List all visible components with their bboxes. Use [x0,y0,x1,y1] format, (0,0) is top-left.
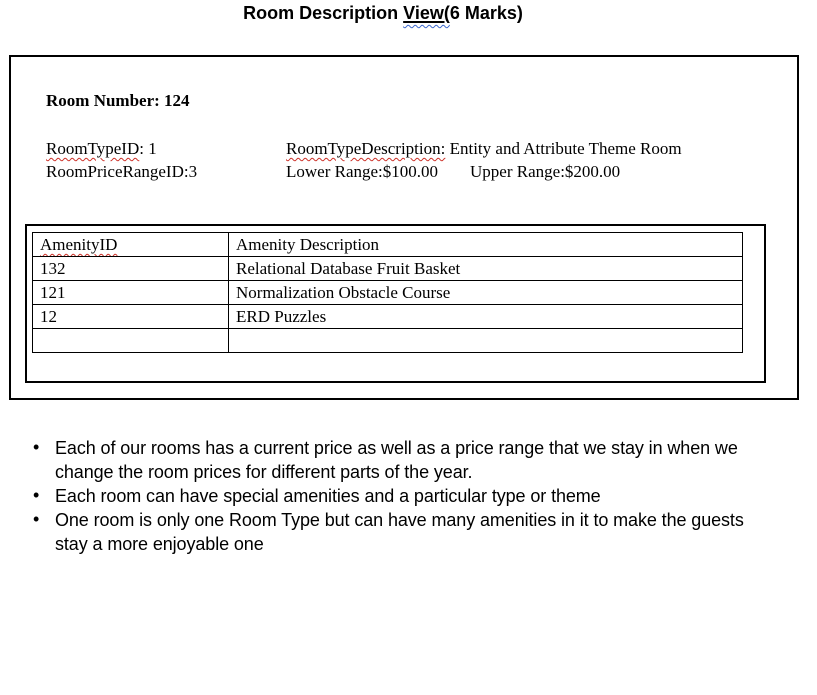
amenity-table [32,232,743,353]
header-amenity-id-text: AmenityID [40,235,118,254]
amenity-table-header-row [33,233,743,257]
amenity-description-cell: Normalization Obstacle Course [229,281,743,305]
room-fields-right-column [286,137,682,183]
room-type-id-value: : 1 [139,139,157,158]
note-text: Each room can have special amenities and a particular type or theme [55,486,601,506]
amenity-id-cell: 12 [33,305,229,329]
amenity-description-cell: Relational Database Fruit Basket [229,257,743,281]
table-row [33,257,743,281]
table-row-empty [33,329,743,353]
grammar-squiggle-word: View( [403,3,450,23]
bullet-icon: • [33,485,40,505]
room-number-heading: Room Number: 124 [46,91,190,110]
upper-range-text: Upper Range:$200.00 [470,162,621,181]
title-prefix: Room Description [243,3,404,23]
amenity-description-cell [229,329,743,353]
title-suffix: 6 Marks) [449,3,523,23]
amenity-table-box [25,224,766,383]
bullet-icon: • [33,437,40,457]
list-item [33,508,745,556]
list-item [33,484,745,508]
header-amenity-id [33,233,229,257]
room-fields-left-column [46,137,197,183]
notes-list [33,436,745,556]
room-type-id-line [46,137,197,160]
bullet-icon: • [33,509,40,529]
table-row [33,305,743,329]
room-type-id-label: RoomTypeID [46,139,140,158]
room-description-box [9,55,799,400]
amenity-id-cell [33,329,229,353]
room-type-description-label: RoomTypeDescription: [286,139,446,158]
amenity-description-cell: ERD Puzzles [229,305,743,329]
room-price-range-id-line: RoomPriceRangeID:3 [46,162,198,181]
table-row [33,281,743,305]
price-range-line [286,160,682,183]
note-text: Each of our rooms has a current price as well as a price range that we stay in when we change the room prices for different parts of the year. [55,438,738,482]
room-type-description-line [286,137,682,160]
header-amenity-description: Amenity Description [229,233,743,257]
title-underlined-word [403,3,450,23]
lower-range-text: Lower Range:$100.00 [286,162,439,181]
note-text: One room is only one Room Type but can have many amenities in it to make the guests stay a more enjoyable one [55,510,744,554]
room-type-description-value: Entity and Attribute Theme Room [445,139,682,158]
amenity-id-cell: 121 [33,281,229,305]
page-title [0,3,766,24]
list-item [33,436,745,484]
amenity-id-cell: 132 [33,257,229,281]
